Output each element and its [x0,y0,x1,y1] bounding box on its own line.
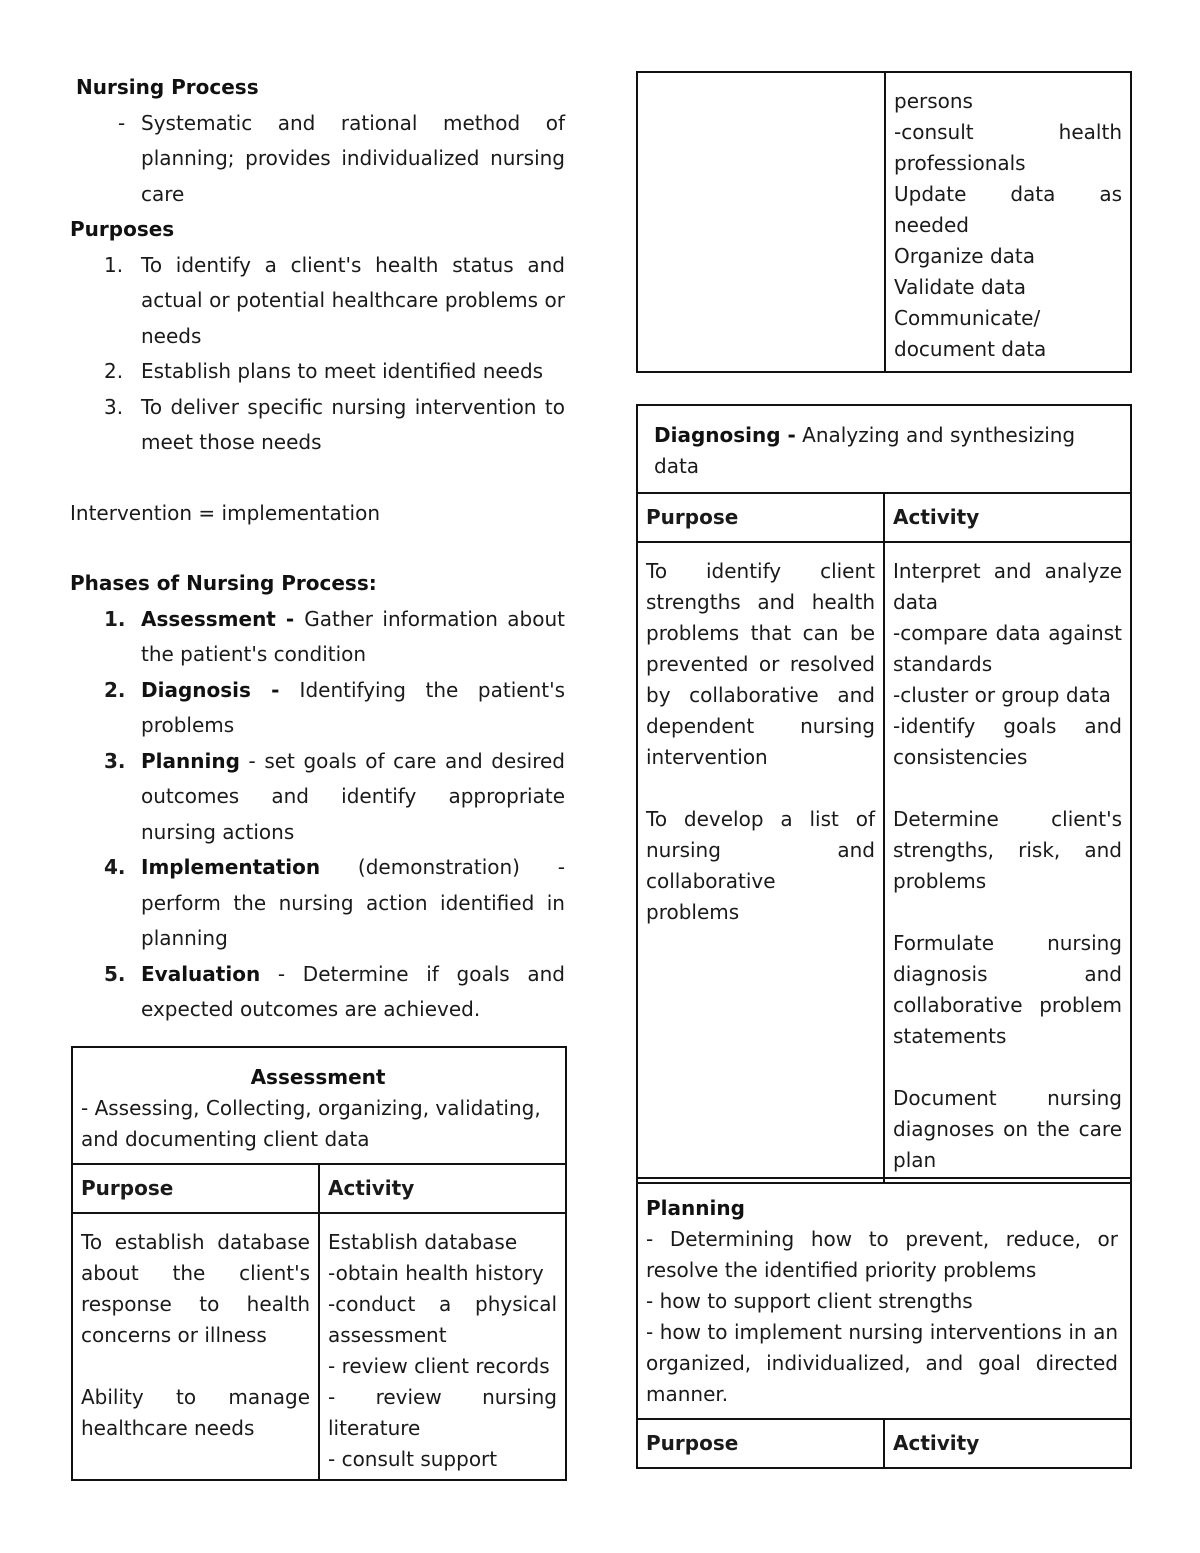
planning-col-purpose: Purpose [637,1419,884,1468]
diagnosing-title: Diagnosing - [654,423,796,447]
assessment-continued-wrapper [636,71,1132,373]
continued-line: Organize data [894,244,1036,268]
planning-line: - how to support client strengths [646,1289,973,1313]
diagnosing-table [636,404,1132,1184]
assessment-table-title: Assessment [250,1065,386,1089]
phases-title: Phases of Nursing Process: [70,571,377,595]
assessment-continued-purpose-cell [637,72,885,372]
diagnosing-activity-3: Formulate nursing diagnosis and collaborative problem statements [893,931,1122,1048]
assessment-activity-line: - review client records [328,1354,550,1378]
continued-line: persons [894,89,973,113]
assessment-purpose-1: To establish database about the client's response to health concerns or illness [81,1230,310,1347]
assessment-table-wrapper [71,1046,567,1481]
continued-line: -consult health professionals [894,120,1122,175]
purposes-title: Purposes [70,217,175,241]
assessment-purpose-cell [72,1213,319,1480]
diagnosing-activity-line: -identify goals and consistencies [893,714,1122,769]
nursing-process-title: Nursing Process [76,75,259,99]
planning-line: - Determining how to prevent, reduce, or resolve the identified priority problems [646,1227,1118,1282]
diagnosing-activity-line: -compare data against standards [893,621,1122,676]
planning-table-header [637,1178,1131,1419]
purpose-item-3: 3. To deliver specific nursing intervention to meet those needs [104,394,565,454]
assessment-col-purpose: Purpose [72,1164,319,1213]
assessment-purpose-2: Ability to manage healthcare needs [81,1385,310,1440]
continued-line: Update data as needed [894,182,1122,237]
diagnosing-subtitle: Analyzing and synthesizing data [654,423,1076,478]
diagnosing-activity-4: Document nursing diagnoses on the care plan [893,1086,1122,1172]
diagnosing-col-purpose: Purpose [637,493,884,542]
intervention-note: Intervention = implementation [70,500,381,525]
phase-item-4: 4. Implementation (demonstration) - perform the nursing action identified in planning [104,855,565,950]
diagnosing-activity-cell [884,542,1131,1183]
phase-item-5: 5. Evaluation - Determine if goals and expected outcomes are achieved. [104,961,566,1021]
diagnosing-col-activity: Activity [884,493,1131,542]
diagnosing-table-header [637,405,1131,493]
assessment-activity-cell [319,1213,566,1480]
continued-line: Communicate/ document data [894,306,1047,361]
assessment-table-subtitle: - Assessing, Collecting, organizing, validating, and documenting client data [81,1096,541,1151]
planning-table [636,1177,1132,1469]
left-column [70,70,565,1028]
phase-item-2: 2. Diagnosis - Identifying the patient's problems [104,677,565,737]
continued-line: Validate data [894,275,1027,299]
phase-item-3: 3. Planning - set goals of care and desired outcomes and identify appropriate nursing actions [104,748,565,844]
assessment-activity-line: - consult support [328,1447,498,1471]
diagnosing-activity-line: -cluster or group data [893,683,1111,707]
phase-item-1: 1. Assessment - Gather information about the patient's condition [104,606,565,666]
assessment-col-activity: Activity [319,1164,566,1213]
diagnosing-table-wrapper [636,404,1132,1184]
diagnosing-purpose-cell [637,542,884,1183]
assessment-activity-line: -conduct a physical assessment [328,1292,557,1347]
planning-col-activity: Activity [884,1419,1131,1468]
dash-marker: - [118,110,126,135]
purpose-item-2: 2. Establish plans to meet identified needs [104,359,544,383]
diagnosing-purpose-1: To identify client strengths and health problems that can be prevented or resolved by collaborative and dependent nursing intervention [646,559,875,769]
planning-line: - how to implement nursing interventions in an organized, individualized, and goal directed manner. [646,1320,1118,1406]
diagnosing-activity-2: Determine client's strengths, risk, and problems [893,807,1122,893]
assessment-activity-line: -obtain health history [328,1261,544,1285]
assessment-table [71,1046,567,1481]
assessment-activity-line: - review nursing literature [328,1385,557,1440]
diagnosing-activity-line: Interpret and analyze data [893,559,1122,614]
assessment-continued-table [636,71,1132,373]
assessment-continued-activity-cell [885,72,1131,372]
assessment-table-header [72,1047,566,1164]
assessment-activity-line: Establish database [328,1230,518,1254]
nursing-process-definition: - Systematic and rational method of planning; provides individualized nursing care [70,106,565,213]
diagnosing-purpose-2: To develop a list of nursing and collaborative problems [646,807,875,924]
purpose-item-1: 1. To identify a client's health status and actual or potential healthcare problems or needs [104,252,565,348]
planning-title: Planning [646,1196,745,1220]
planning-table-wrapper [636,1177,1132,1469]
